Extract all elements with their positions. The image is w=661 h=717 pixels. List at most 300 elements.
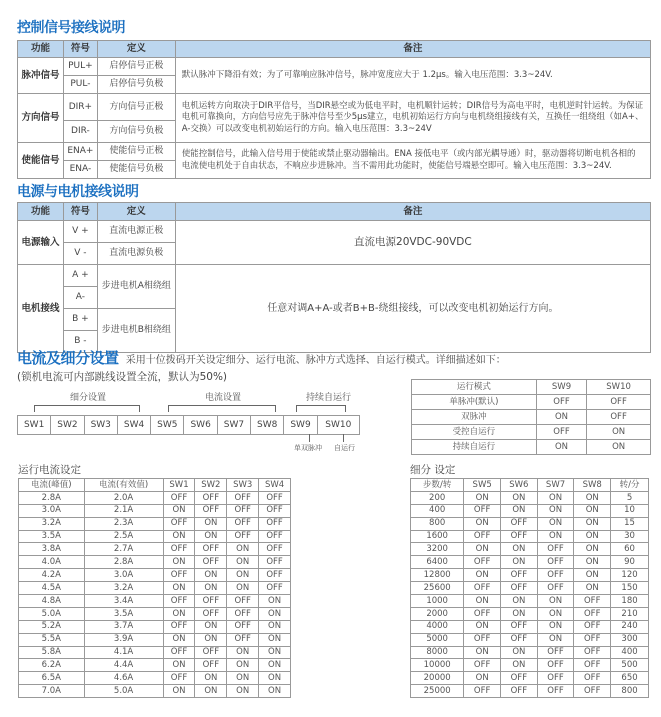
table-row — [411, 491, 649, 504]
table-cell: 3.9A — [84, 633, 163, 646]
table-cell: 3.4A — [84, 595, 163, 608]
table-row — [411, 543, 649, 556]
table-cell: 8000 — [411, 646, 464, 659]
header-row — [18, 203, 651, 221]
table-cell: ON — [163, 607, 195, 620]
table-cell: ON — [501, 595, 538, 608]
table-cell: 3.8A — [19, 543, 85, 556]
brace-auto — [296, 405, 346, 412]
column-header: 功能 — [18, 203, 64, 221]
table-cell: 3.7A — [84, 620, 163, 633]
table-cell: 3200 — [411, 543, 464, 556]
table-row — [411, 517, 649, 530]
table-cell: OFF — [163, 646, 195, 659]
note-cell: 直流电源20VDC-90VDC — [175, 221, 650, 265]
table-cell: 2.5A — [84, 530, 163, 543]
table-cell: ON — [574, 530, 611, 543]
table-row — [19, 582, 291, 595]
column-header: SW10 — [587, 380, 651, 395]
table-cell: 12800 — [411, 569, 464, 582]
table-cell: ON — [163, 556, 195, 569]
table-cell: ON — [574, 569, 611, 582]
section-subtext: (锁机电流可内部跳线设置全流，默认为50%) — [17, 371, 228, 383]
table-cell: 2.1A — [84, 504, 163, 517]
definition-cell: 步进电机B相绕组 — [97, 309, 175, 353]
table-cell: ON — [574, 556, 611, 569]
table-cell: ON — [501, 491, 538, 504]
table-cell: 1000 — [411, 595, 464, 608]
table-cell: OFF — [163, 672, 195, 685]
table-row — [18, 143, 651, 161]
table-cell: ON — [227, 556, 259, 569]
table-cell: 25600 — [411, 582, 464, 595]
table-cell: 90 — [611, 556, 649, 569]
table-cell: 10000 — [411, 659, 464, 672]
table-cell: 4000 — [411, 620, 464, 633]
table-cell: OFF — [537, 659, 574, 672]
table-cell: ON — [574, 517, 611, 530]
column-header: 备注 — [175, 203, 650, 221]
brace-micro — [34, 405, 140, 412]
switch-sw9: SW9 — [284, 416, 317, 435]
table-row — [19, 517, 291, 530]
table-cell: ON — [259, 633, 291, 646]
table-cell: OFF — [195, 491, 227, 504]
note-cell: 默认脉冲下降沿有效；为了可靠响应脉冲信号，脉冲宽度应大于 1.2μs。输入电压范围：3.3~24V. — [175, 58, 650, 94]
table-cell: OFF — [163, 620, 195, 633]
table-row — [19, 672, 291, 685]
table-row — [19, 633, 291, 646]
table-cell: 4.1A — [84, 646, 163, 659]
table-cell: 10 — [611, 504, 649, 517]
table-row — [19, 556, 291, 569]
table-cell: OFF — [536, 425, 586, 440]
table-cell: OFF — [537, 582, 574, 595]
symbol-cell: V - — [63, 243, 97, 265]
current-table — [18, 478, 291, 698]
table-row — [19, 595, 291, 608]
table-row — [412, 440, 651, 455]
column-header: SW8 — [574, 479, 611, 492]
column-header: 符号 — [63, 203, 97, 221]
microstep-table — [410, 478, 649, 698]
table-cell: 4.6A — [84, 672, 163, 685]
table-cell: ON — [259, 646, 291, 659]
table-cell: OFF — [464, 659, 501, 672]
table-row — [19, 504, 291, 517]
table-cell: 单脉冲(默认) — [412, 395, 537, 410]
table-cell: ON — [227, 659, 259, 672]
column-header: 符号 — [63, 41, 97, 58]
table-row — [18, 58, 651, 76]
sw10-label: 自运行 — [334, 444, 355, 452]
table-cell: 1600 — [411, 530, 464, 543]
table-cell: ON — [587, 440, 651, 455]
note-cell: 任意对调A+A-或者B+B-绕组接线，可以改变电机初始运行方向。 — [175, 265, 650, 353]
table-cell: 3.0A — [19, 504, 85, 517]
table-cell: ON — [501, 504, 538, 517]
definition-cell: 方向信号负极 — [97, 121, 175, 143]
table-cell: OFF — [537, 646, 574, 659]
table-cell: OFF — [574, 620, 611, 633]
table-cell: 500 — [611, 659, 649, 672]
table-cell: 3.2A — [19, 517, 85, 530]
table-cell: 180 — [611, 595, 649, 608]
table-cell: OFF — [501, 620, 538, 633]
table-cell: 5.0A — [84, 685, 163, 698]
table-cell: OFF — [195, 504, 227, 517]
symbol-cell: A- — [63, 287, 97, 309]
table-cell: ON — [574, 582, 611, 595]
table-cell: OFF — [464, 685, 501, 698]
run-mode-table — [411, 379, 651, 455]
table-cell: ON — [537, 607, 574, 620]
table-cell: 2.0A — [84, 491, 163, 504]
table-cell: OFF — [501, 530, 538, 543]
table-row — [411, 685, 649, 698]
switch-sw1: SW1 — [18, 416, 51, 435]
table-cell: ON — [227, 543, 259, 556]
table-row — [411, 672, 649, 685]
table-cell: ON — [587, 425, 651, 440]
table-cell: OFF — [227, 491, 259, 504]
symbol-cell: PUL+ — [63, 58, 97, 76]
sw10-tick — [343, 434, 344, 442]
micro-table-title: 细分 设定 — [410, 464, 456, 476]
table-row — [411, 595, 649, 608]
table-cell: ON — [501, 556, 538, 569]
switch-sw10: SW10 — [317, 416, 359, 435]
table-cell: ON — [259, 620, 291, 633]
table-cell: ON — [537, 595, 574, 608]
table-cell: OFF — [227, 633, 259, 646]
table-cell: ON — [464, 517, 501, 530]
column-header: 电流(峰值) — [19, 479, 85, 492]
header-row — [412, 380, 651, 395]
switch-row — [18, 416, 360, 435]
table-cell: 800 — [611, 685, 649, 698]
table-cell: OFF — [195, 543, 227, 556]
table-cell: OFF — [259, 556, 291, 569]
table-cell: 5.0A — [19, 607, 85, 620]
table-cell: ON — [501, 646, 538, 659]
table-row — [19, 685, 291, 698]
table-cell: 120 — [611, 569, 649, 582]
table-cell: 650 — [611, 672, 649, 685]
table-cell: 3.5A — [84, 607, 163, 620]
table-cell: ON — [163, 633, 195, 646]
table-cell: 4.5A — [19, 582, 85, 595]
definition-cell: 启停信号负极 — [97, 76, 175, 94]
table-cell: 5.8A — [19, 646, 85, 659]
function-cell: 电源输入 — [18, 221, 64, 265]
column-header: SW2 — [195, 479, 227, 492]
column-header: SW4 — [259, 479, 291, 492]
symbol-cell: DIR- — [63, 121, 97, 143]
switch-sw4: SW4 — [117, 416, 150, 435]
symbol-cell: B - — [63, 331, 97, 353]
table-cell: 5000 — [411, 633, 464, 646]
column-header: SW3 — [227, 479, 259, 492]
table-cell: 5 — [611, 491, 649, 504]
function-cell: 方向信号 — [18, 94, 64, 143]
symbol-cell: DIR+ — [63, 94, 97, 121]
symbol-cell: A + — [63, 265, 97, 287]
table-row — [411, 620, 649, 633]
table-cell: ON — [537, 633, 574, 646]
table-cell: OFF — [195, 659, 227, 672]
table-cell: ON — [464, 646, 501, 659]
table-cell: OFF — [537, 672, 574, 685]
table-cell: 3.0A — [84, 569, 163, 582]
table-cell: ON — [163, 685, 195, 698]
table-row — [411, 633, 649, 646]
section-header-current — [17, 347, 506, 368]
column-header: 转/分 — [611, 479, 649, 492]
table-cell: OFF — [259, 517, 291, 530]
table-cell: OFF — [227, 517, 259, 530]
table-cell: ON — [537, 530, 574, 543]
table-cell: ON — [163, 530, 195, 543]
table-cell: ON — [259, 685, 291, 698]
table-cell: ON — [464, 672, 501, 685]
power-motor-table — [17, 202, 651, 353]
switch-sw7: SW7 — [217, 416, 250, 435]
table-cell: ON — [227, 646, 259, 659]
table-cell: ON — [501, 607, 538, 620]
table-cell: OFF — [259, 504, 291, 517]
table-cell: OFF — [227, 530, 259, 543]
table-cell: OFF — [227, 607, 259, 620]
table-cell: OFF — [501, 517, 538, 530]
table-cell: OFF — [574, 633, 611, 646]
column-header: 功能 — [18, 41, 64, 58]
table-cell: OFF — [574, 595, 611, 608]
table-cell: 20000 — [411, 672, 464, 685]
column-header: 运行模式 — [412, 380, 537, 395]
table-cell: ON — [163, 659, 195, 672]
table-cell: 2.3A — [84, 517, 163, 530]
table-cell: 30 — [611, 530, 649, 543]
table-cell: OFF — [259, 543, 291, 556]
table-cell: OFF — [259, 569, 291, 582]
function-cell: 使能信号 — [18, 143, 64, 179]
table-row — [412, 395, 651, 410]
table-cell: OFF — [501, 582, 538, 595]
symbol-cell: ENA+ — [63, 143, 97, 161]
table-cell: ON — [195, 582, 227, 595]
table-cell: 60 — [611, 543, 649, 556]
table-cell: OFF — [259, 491, 291, 504]
table-cell: ON — [163, 504, 195, 517]
table-cell: 3.2A — [84, 582, 163, 595]
table-cell: 5.5A — [19, 633, 85, 646]
header-row — [18, 41, 651, 58]
table-cell: ON — [227, 672, 259, 685]
table-cell: 4.0A — [19, 556, 85, 569]
table-cell: ON — [195, 517, 227, 530]
section-desc: 采用十位拨码开关设定细分、运行电流、脉冲方式选择、自运行模式。详细描述如下： — [125, 355, 506, 366]
table-cell: OFF — [574, 607, 611, 620]
symbol-cell: V + — [63, 221, 97, 243]
note-cell: 电机运转方向取决于DIR平信号，当DIR悬空或为低电平时，电机顺针运转；DIR信号为高电平时，电机逆时针运转。为保证电机可靠换向，方向信号应先于脉冲信号至少5μs建立，电机初始运行方向与电机绕组接线有关，互换任一组绕组（如A+、A-交换）可以改变电机初始运行的方向。输入电压范围：3.3~24V — [175, 94, 650, 143]
table-cell: ON — [195, 633, 227, 646]
table-cell: OFF — [163, 595, 195, 608]
switch-sw3: SW3 — [84, 416, 117, 435]
section-title-power: 电源与电机接线说明 — [17, 184, 139, 200]
sw9-label: 单双脉冲 — [294, 444, 322, 452]
table-row — [19, 569, 291, 582]
column-header: SW5 — [464, 479, 501, 492]
table-cell: ON — [464, 569, 501, 582]
table-cell: OFF — [501, 685, 538, 698]
table-cell: OFF — [536, 395, 586, 410]
table-cell: ON — [227, 685, 259, 698]
table-row — [19, 543, 291, 556]
section-title-control: 控制信号接线说明 — [17, 20, 125, 36]
table-cell: OFF — [587, 410, 651, 425]
definition-cell: 使能信号正极 — [97, 143, 175, 161]
table-cell: ON — [195, 569, 227, 582]
table-cell: OFF — [195, 595, 227, 608]
table-cell: 400 — [411, 504, 464, 517]
table-cell: ON — [163, 582, 195, 595]
table-cell: 6.5A — [19, 672, 85, 685]
current-table-title: 运行电流设定 — [18, 464, 81, 476]
group-label-micro: 细分设置 — [70, 393, 107, 403]
table-cell: ON — [536, 440, 586, 455]
table-cell: 3.5A — [19, 530, 85, 543]
table-cell: OFF — [464, 607, 501, 620]
table-row — [19, 620, 291, 633]
table-cell: ON — [195, 685, 227, 698]
table-row — [411, 569, 649, 582]
table-cell: OFF — [227, 620, 259, 633]
definition-cell: 使能信号负极 — [97, 161, 175, 179]
control-signal-table — [17, 40, 651, 179]
table-cell: ON — [227, 569, 259, 582]
table-cell: OFF — [501, 633, 538, 646]
column-header: 定义 — [97, 41, 175, 58]
table-cell: 持续自运行 — [412, 440, 537, 455]
column-header: SW9 — [536, 380, 586, 395]
table-cell: 4.2A — [19, 569, 85, 582]
column-header: 定义 — [97, 203, 175, 221]
table-row — [18, 221, 651, 243]
table-cell: 2.8A — [19, 491, 85, 504]
table-row — [18, 94, 651, 121]
table-cell: 15 — [611, 517, 649, 530]
table-cell: 5.2A — [19, 620, 85, 633]
table-cell: ON — [536, 410, 586, 425]
group-label-auto: 持续自运行 — [306, 393, 352, 403]
table-row — [19, 646, 291, 659]
section-title-current: 电流及细分设置 — [17, 349, 119, 367]
table-cell: OFF — [227, 504, 259, 517]
table-cell: ON — [464, 595, 501, 608]
table-row — [18, 265, 651, 287]
table-cell: ON — [537, 517, 574, 530]
brace-current — [168, 405, 276, 412]
table-cell: 4.8A — [19, 595, 85, 608]
table-cell: ON — [195, 530, 227, 543]
function-cell: 电机接线 — [18, 265, 64, 353]
column-header: 备注 — [175, 41, 650, 58]
table-cell: ON — [464, 543, 501, 556]
table-row — [19, 491, 291, 504]
table-cell: OFF — [163, 491, 195, 504]
table-cell: ON — [574, 504, 611, 517]
table-cell: OFF — [259, 530, 291, 543]
symbol-cell: ENA- — [63, 161, 97, 179]
table-cell: ON — [464, 491, 501, 504]
table-cell: ON — [537, 504, 574, 517]
table-cell: ON — [259, 672, 291, 685]
table-cell: 200 — [411, 491, 464, 504]
column-header: SW7 — [537, 479, 574, 492]
table-cell: OFF — [464, 633, 501, 646]
table-row — [411, 556, 649, 569]
symbol-cell: B + — [63, 309, 97, 331]
table-cell: ON — [501, 543, 538, 556]
switch-sw8: SW8 — [251, 416, 284, 435]
function-cell: 脉冲信号 — [18, 58, 64, 94]
sw9-tick — [309, 434, 310, 442]
table-cell: 210 — [611, 607, 649, 620]
table-cell: 400 — [611, 646, 649, 659]
definition-cell: 方向信号正极 — [97, 94, 175, 121]
table-cell: ON — [195, 620, 227, 633]
table-cell: ON — [227, 582, 259, 595]
table-cell: OFF — [537, 569, 574, 582]
table-row — [19, 530, 291, 543]
table-row — [412, 410, 651, 425]
table-cell: OFF — [501, 569, 538, 582]
table-row — [412, 425, 651, 440]
table-cell: 4.4A — [84, 659, 163, 672]
header-row — [411, 479, 649, 492]
table-cell: ON — [259, 659, 291, 672]
table-row — [19, 659, 291, 672]
table-cell: 300 — [611, 633, 649, 646]
table-cell: OFF — [163, 569, 195, 582]
table-cell: OFF — [537, 543, 574, 556]
table-cell: ON — [195, 672, 227, 685]
table-cell: OFF — [464, 582, 501, 595]
column-header: 电流(有效值) — [84, 479, 163, 492]
dip-switch-row — [17, 415, 360, 435]
table-row — [411, 646, 649, 659]
table-cell: ON — [259, 595, 291, 608]
table-row — [411, 530, 649, 543]
table-cell: ON — [501, 659, 538, 672]
table-cell: 双脉冲 — [412, 410, 537, 425]
table-cell: 6400 — [411, 556, 464, 569]
table-cell: OFF — [163, 543, 195, 556]
table-cell: 2.7A — [84, 543, 163, 556]
table-cell: ON — [537, 620, 574, 633]
table-cell: OFF — [537, 685, 574, 698]
table-row — [19, 607, 291, 620]
table-cell: OFF — [574, 646, 611, 659]
group-label-current: 电流设置 — [205, 393, 242, 403]
table-cell: 800 — [411, 517, 464, 530]
table-cell: OFF — [501, 672, 538, 685]
table-cell: OFF — [464, 530, 501, 543]
table-cell: ON — [537, 491, 574, 504]
table-cell: 7.0A — [19, 685, 85, 698]
table-cell: 2.8A — [84, 556, 163, 569]
